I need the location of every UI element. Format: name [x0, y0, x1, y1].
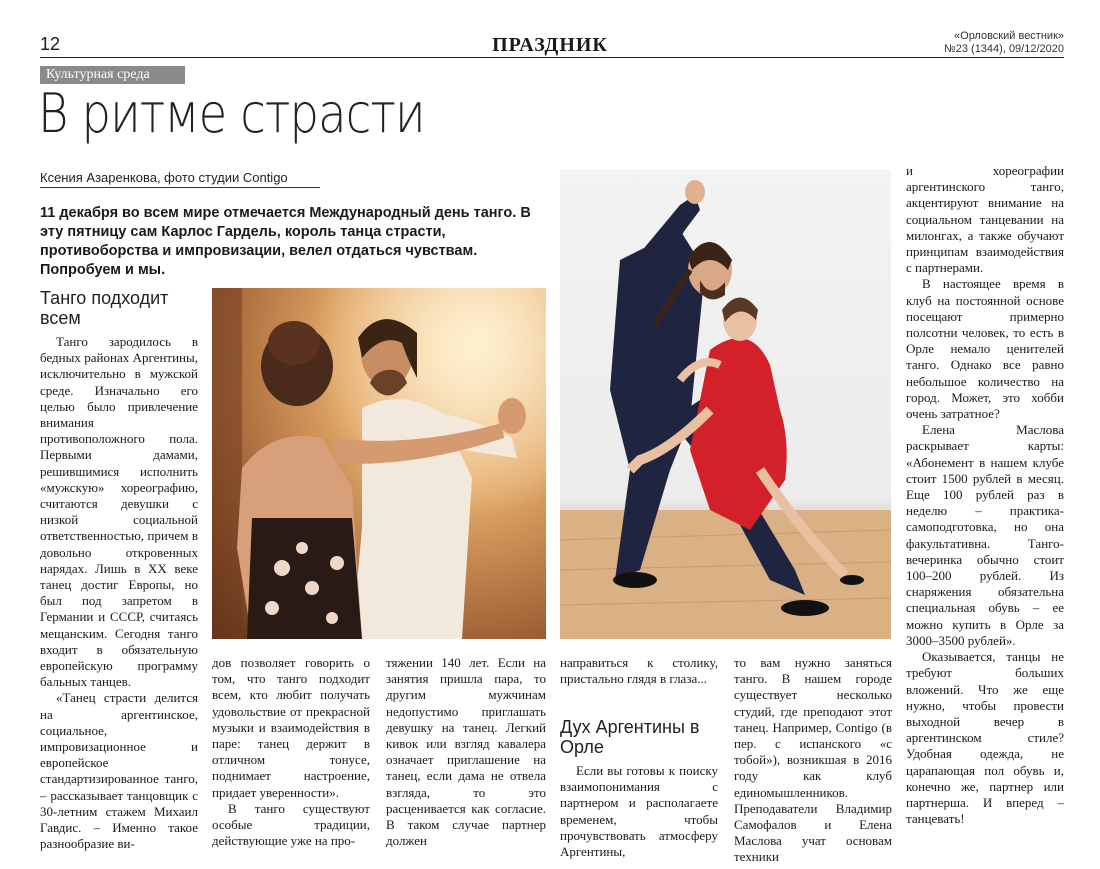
paragraph: Если вы готовы к поиску взаимопонимания с партнером и располагаете временем, чтобы прочувствовать атмосферу Аргентины,	[560, 763, 718, 860]
subhead-spirit-of-argentina: Дух Аргентины в Орле	[560, 717, 700, 757]
paragraph: Оказывается, танцы не требуют больших вложений. Что же еще нужно, чтобы провести выходной вечер в аргентинском стиле? Удобная одежда, не царапающая пол обувь и, конечно же, партнер или партнерша. И вперед – танцевать!	[906, 649, 1064, 827]
paragraph: то вам нужно заняться танго. В нашем городе существует несколько студий, где преподают этот танец. Например, Contigo (в пер. с испанского «с тобой»), возникшая в 2016 году как клуб единомышленников. Преподаватели Владимир Самофалов и Елена Маслова учат основам техники	[734, 655, 892, 865]
paragraph: «Танец страсти делится на аргентинское, социальное, импровизационное и европейское стандартизированное танго, – рассказывает танцовщик с 30-летним стажем Михаил Гавдис. – Именно такое разнообразие ви-	[40, 690, 198, 852]
column-1	[40, 334, 198, 853]
header-rule	[40, 57, 1064, 58]
lead-paragraph: 11 декабря во всем мире отмечается Международный день танго. В эту пятницу сам Карлос Гардель, король танца страсти, противоборства и импровизации, велел отдаться чувствам. Попробуем и мы.	[40, 205, 531, 278]
rubric-label: Культурная среда	[40, 66, 185, 84]
paragraph: В танго существуют особые традиции, действующие уже на про-	[212, 800, 370, 849]
photo-couple-dancing-warm	[212, 288, 546, 639]
page-number: 12	[40, 34, 61, 54]
paragraph: и хореографии аргентинского танго, акцентируют внимание на социальном танцевании на милонгах, а также обучают принципам взаимодействия с партнерами.	[906, 163, 1064, 276]
column-4-continued	[560, 763, 718, 860]
paragraph: Елена Маслова раскрывает карты: «Абонемент в нашем клубе стоит 1500 рублей в месяц. Еще 100 рублей раз в неделю – практика-самоподготовка, но она факультативна. Танго-вечеринка обычно стоит 100–200 рублей. Из снаряжения обязательна специальная обувь – ее можно купить в Орле за 3000–3500 рублей».	[906, 422, 1064, 648]
column-5	[734, 655, 892, 866]
paragraph: В настоящее время в клуб на постоянной основе посещают примерно полсотни человек, то есть в Орле немало ценителей танго. Однако все равно небольшое количество на город. Может, это хобби очень затратное?	[906, 276, 1064, 422]
issue-number: №23 (1344), 09/12/2020	[943, 43, 1064, 55]
headline: В ритме страсти	[38, 82, 425, 145]
photo-illustration	[212, 288, 546, 639]
paragraph: дов позволяет говорить о том, что танго подходит всем, кто любит получать удовольствие от прекрасной музыки и взаимодействия в паре: танец держит в отличном тонусе, поднимает настроение, придает уверенности».	[212, 655, 370, 800]
paragraph: Танго зародилось в бедных районах Аргентины, исключительно в мужской среде. Изначально его целью было привлечение внимания противоположного пола. Первыми дамами, решившимися исполнить «мужскую» хореографию, считаются девушки с низкой социальной ответственностью, причем в довольно откровенных нарядах. Лишь в XX веке танец достиг Европы, но был под запретом в Германии и СССР, считаясь мещанским. Сегодня танго входит в обязательную европейскую программу бальных танцев.	[40, 334, 198, 690]
section-title: ПРАЗДНИК	[492, 34, 608, 56]
paper-name: «Орловский вестник»	[954, 30, 1064, 42]
photo-illustration	[560, 170, 891, 639]
paragraph: тяжении 140 лет. Если на занятия пришла пара, то другим мужчинам недопустимо приглашать девушку на танец. Легкий кивок или взгляд кавалера означает приглашение на танец, если дама не отвела взгляда, то это расценивается как согласие. В таком случае партнер должен	[386, 655, 546, 849]
paper-info	[944, 30, 1064, 56]
subhead-tango-for-all: Танго подходит всем	[40, 288, 169, 328]
photo-couple-dancing-studio	[560, 170, 891, 639]
column-6	[906, 163, 1064, 827]
byline: Ксения Азаренкова, фото студии Contigo	[40, 170, 288, 185]
column-4	[560, 655, 718, 687]
paragraph: направиться к столику, пристально глядя в глаза...	[560, 655, 718, 687]
column-3	[386, 655, 546, 849]
column-2	[212, 655, 370, 849]
byline-rule	[40, 187, 320, 188]
